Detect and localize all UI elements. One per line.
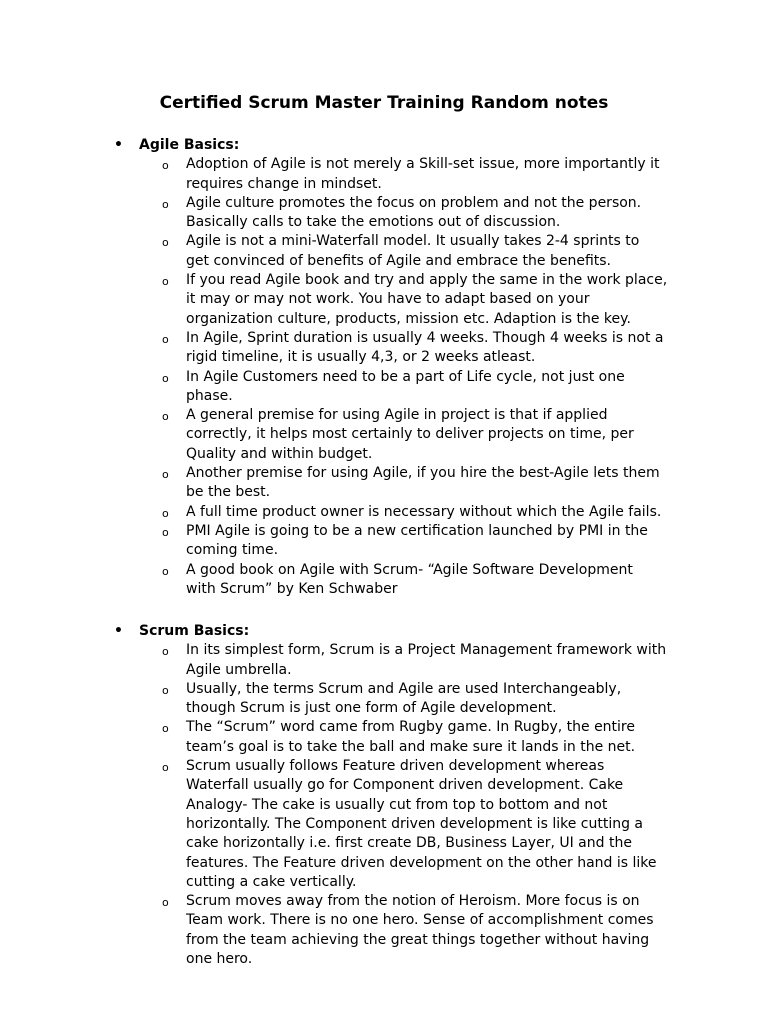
list-item [0,194,768,233]
section-heading [0,136,768,155]
sub-bullet-icon: o [162,683,169,697]
list-item [0,680,768,719]
list-item-text: A general premise for using Agile in project is that if applied correctly, it helps most certainly to deliver projects on time, per Quality and within budget. [186,407,634,462]
list-item-text: Another premise for using Agile, if you hire the best-Agile lets them be the best. [186,465,660,501]
list-item [0,503,768,522]
list-item-text: Scrum usually follows Feature driven development whereas Waterfall usually go for Component driven development. Cake Analogy- The cake is usually cut from top to bottom and not horizontally. The Component driven development is like cutting a cake horizontally i.e. first create DB, Business Layer, UI and the features. The Feature driven development on the other hand is like cutting a cake vertically. [186,758,657,890]
bullet-icon: • [114,623,123,639]
list-item-text: Adoption of Agile is not merely a Skill-set issue, more importantly it requires change in mindset. [186,156,660,192]
list-item [0,155,768,194]
list-item [0,522,768,561]
list-item [0,464,768,503]
sub-bullet-icon: o [162,468,169,482]
list-item-text: Usually, the terms Scrum and Agile are used Interchangeably, though Scrum is just one form of Agile development. [186,680,622,717]
section-item-list [0,641,768,969]
list-item-text: PMI Agile is going to be a new certification launched by PMI in the coming time. [186,522,648,559]
list-item-text: Agile culture promotes the focus on problem and not the person. Basically calls to take the emotions out of discussion. [186,194,642,231]
sub-bullet-icon: o [162,525,169,539]
list-item-text: In Agile Customers need to be a part of Life cycle, not just one phase. [186,368,625,404]
sub-bullet-icon: o [162,159,169,173]
section-item-list [0,155,768,599]
list-item [0,561,768,600]
list-item-text: Agile is not a mini-Waterfall model. It usually takes 2-4 sprints to get convinced of benefits of Agile and embrace the benefits. [186,233,640,269]
list-item-text: A full time product owner is necessary without which the Agile fails. [186,503,662,520]
section-heading-text: Scrum Basics: [139,623,250,639]
sub-bullet-icon: o [162,410,169,424]
sub-bullet-icon: o [162,506,169,520]
list-item-text: In Agile, Sprint duration is usually 4 weeks. Though 4 weeks is not a rigid timeline, it is usually 4,3, or 2 weeks atleast. [186,329,664,366]
section-heading-text: Agile Basics: [139,137,240,153]
list-item [0,406,768,464]
list-item-text: The “Scrum” word came from Rugby game. In Rugby, the entire team’s goal is to take the ball and make sure it lands in the net. [186,719,636,755]
list-item-text: If you read Agile book and try and apply the same in the work place, it may or may not work. You have to adapt based on your organization culture, products, mission etc. Adaption is the key. [186,272,668,327]
list-item [0,718,768,757]
sub-bullet-icon: o [162,332,169,346]
list-item [0,368,768,407]
list-item-text: Scrum moves away from the notion of Heroism. More focus is on Team work. There is no one hero. Sense of accomplishment comes from the team achieving the great things together without having one hero. [186,893,654,968]
section-scrum-basics [0,622,768,969]
section-heading [0,622,768,641]
list-item [0,232,768,271]
sub-bullet-icon: o [162,722,169,736]
sub-bullet-icon: o [162,197,169,211]
list-item [0,329,768,368]
sub-bullet-icon: o [162,275,169,289]
sub-bullet-icon: o [162,761,169,775]
sub-bullet-icon: o [162,896,169,910]
list-item [0,892,768,969]
bullet-icon: • [114,137,123,153]
sub-bullet-icon: o [162,371,169,385]
sub-bullet-icon: o [162,236,169,250]
list-item-text: In its simplest form, Scrum is a Project Management framework with Agile umbrella. [186,642,667,678]
list-item-text: A good book on Agile with Scrum- “Agile Software Development with Scrum” by Ken Schwaber [186,561,633,597]
list-item [0,271,768,329]
sub-bullet-icon: o [162,645,169,659]
list-item [0,757,768,892]
sub-bullet-icon: o [162,564,169,578]
section-agile-basics [0,136,768,599]
list-item [0,641,768,680]
document-title: Certified Scrum Master Training Random notes [159,93,609,113]
